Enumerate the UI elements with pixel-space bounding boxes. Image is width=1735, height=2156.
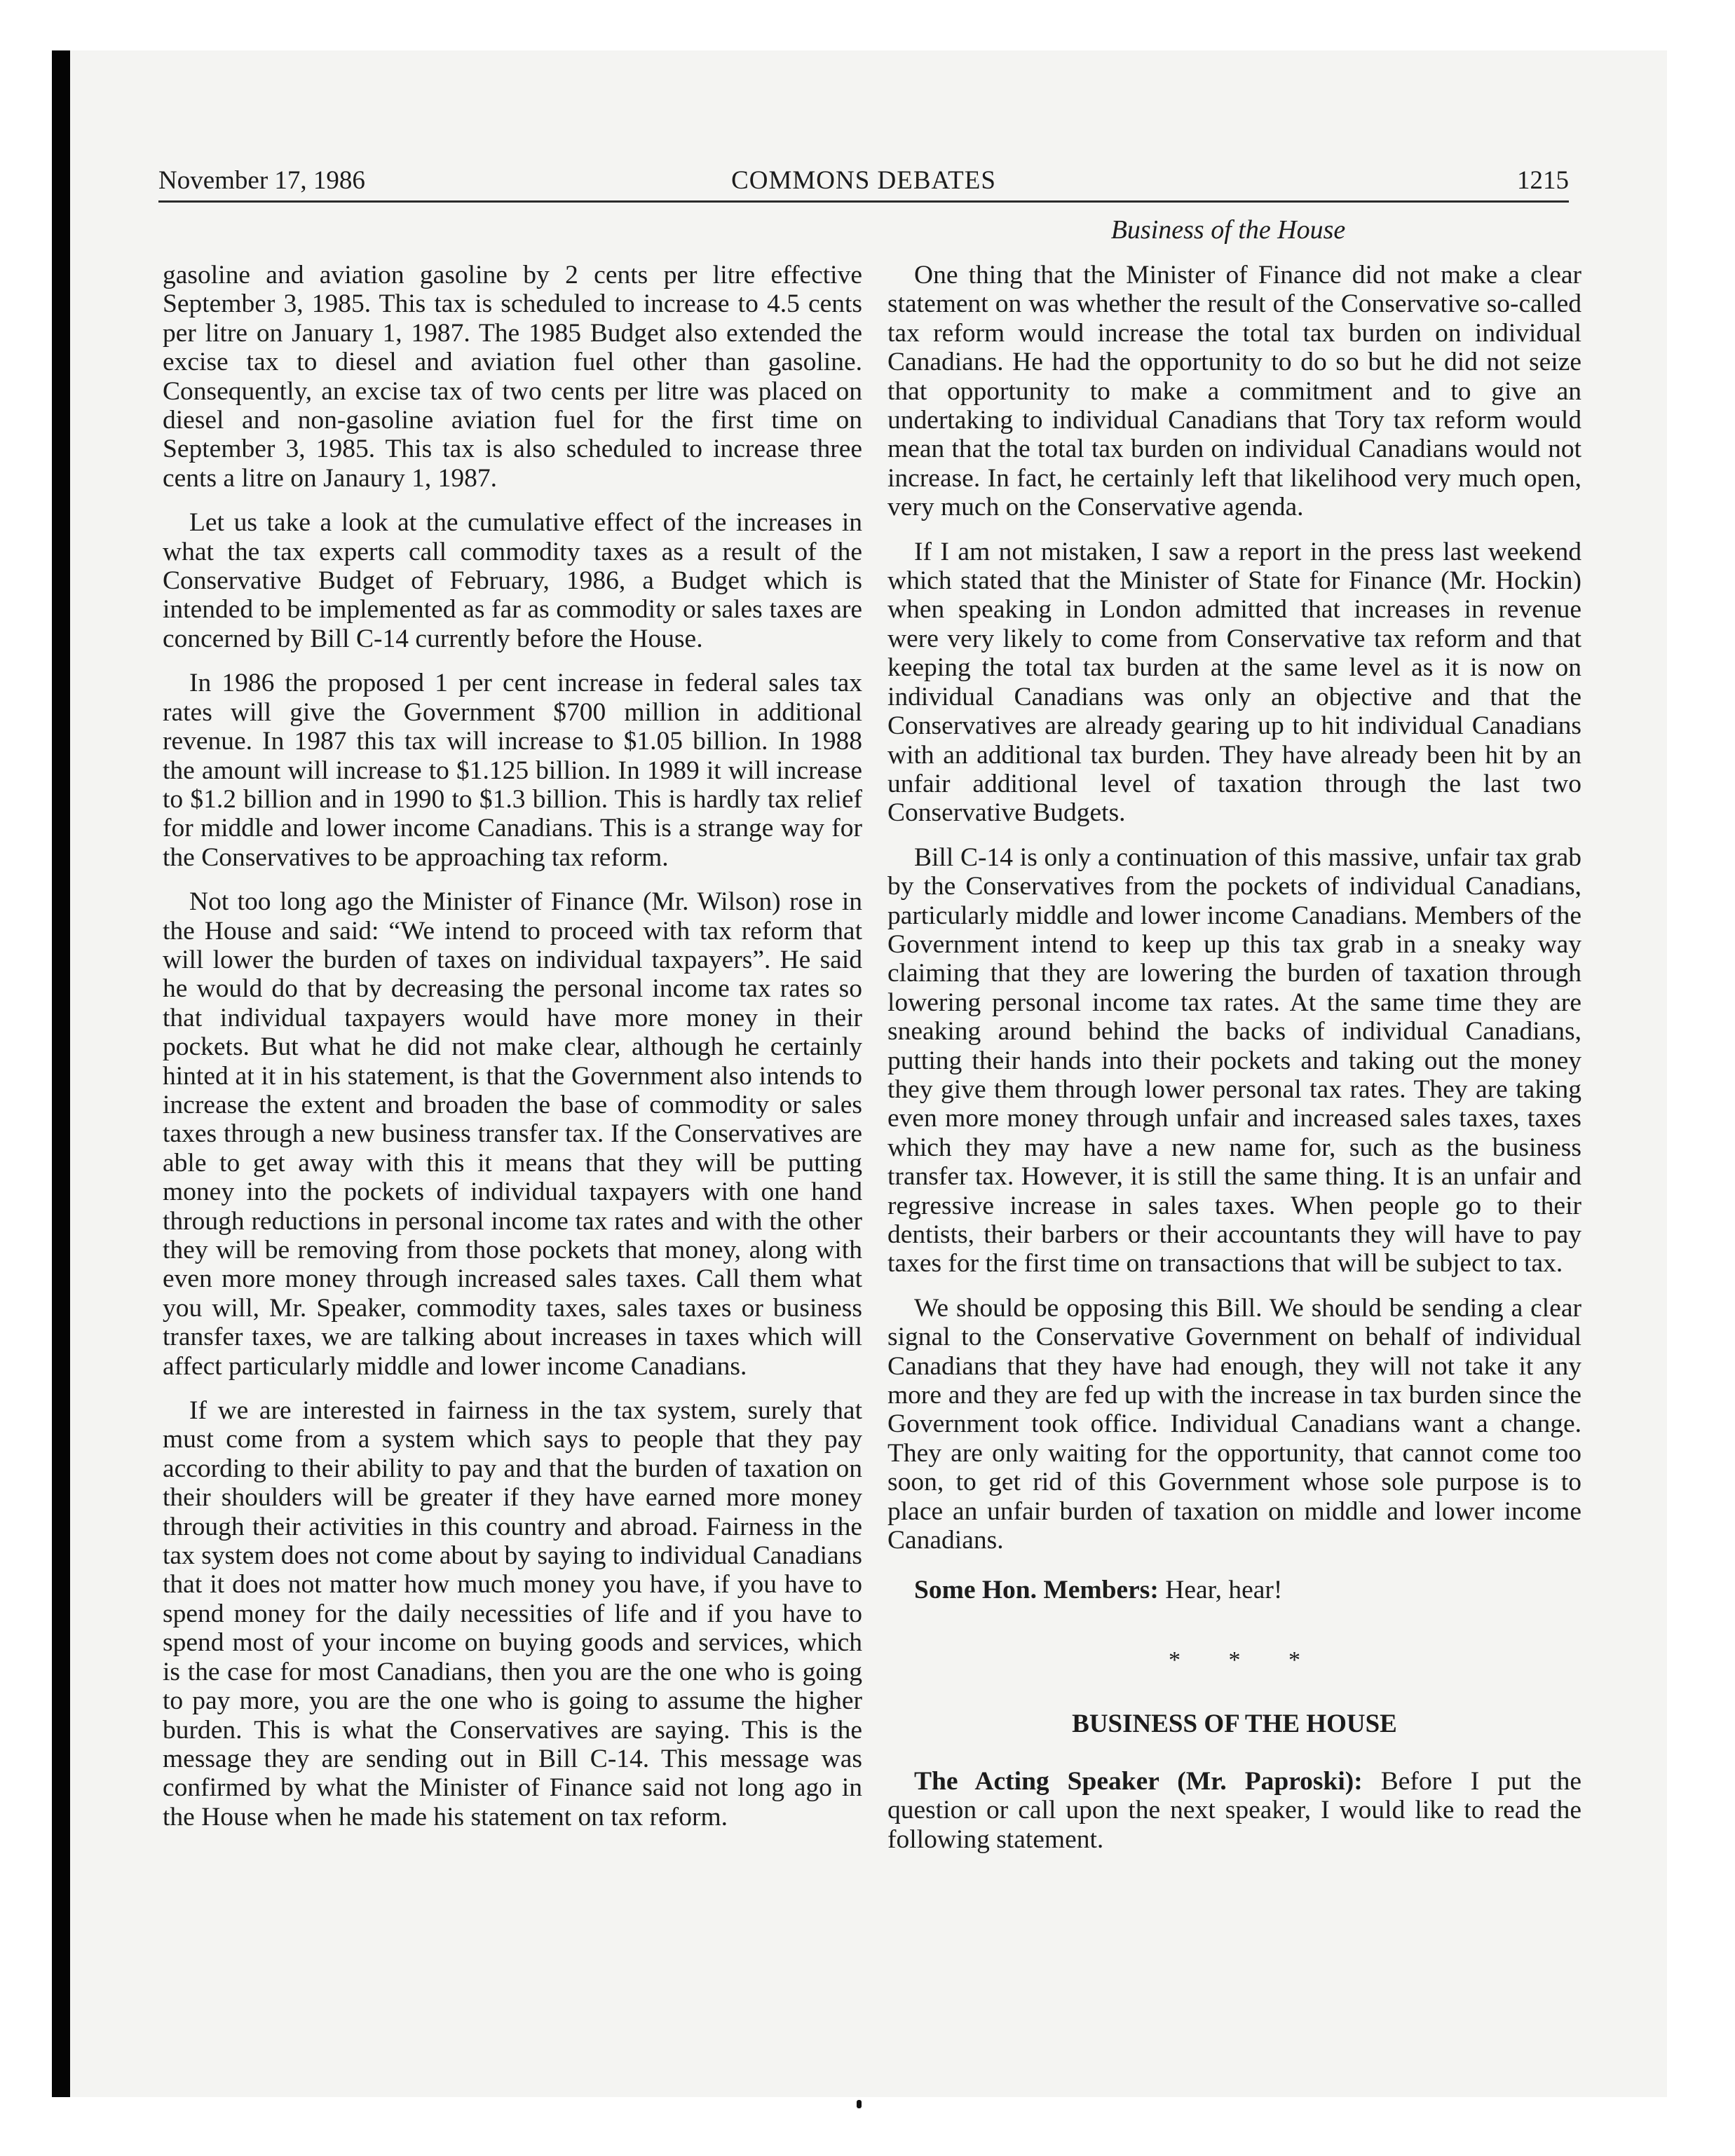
paragraph: If we are interested in fairness in the tax system, surely that must come from a system which says to people that they pay according to their ability to pay and that the burden of taxation on their shoulders will be greater if they have earned more money through their activities in this country and abroad. Fairness in the tax system does not come about by saying to individual Canadians that it does not matter how much money you have, if you have to spend money for the daily necessities of life and if you have to spend most of your income on buying goods and services, which is the case for most Canadians, then you are the one who is going to pay more, you are the one who is going to assume the higher burden. This is what the Conservatives are saying. This is the message they are sending out in Bill C-14. This message was confirmed by what the Minister of Finance said not long ago in the House when he made his statement on tax reform. [163,1396,862,1831]
paragraph: Let us take a look at the cumulative effect of the increases in what the tax experts call commodity taxes as a result of the Conservative Budget of February, 1986, a Budget which is intended to be implemented as far as commodity or sales taxes are concerned by Bill C-14 currently before the House. [163,508,862,653]
paragraph: If I am not mistaken, I saw a report in the press last weekend which stated that the Minister of State for Finance (Mr. Hockin) when speaking in London admitted that increases in revenue were very likely to come from Conservative tax reform and that keeping the total tax burden at the same level as it is now on individual Canadians was only an objective and that the Conservatives are already gearing up to hit individual Canadians with an additional tax burden. They have already been hit by an unfair additional level of taxation through the last two Conservative Budgets. [887,537,1581,828]
left-column [163,261,862,1847]
paragraph: Not too long ago the Minister of Finance (Mr. Wilson) rose in the House and said: “We intend to proceed with tax reform that will lower the burden of taxes on individual taxpayers”. He said he would do that by decreasing the personal income tax rates so that individual taxpayers would have more money in their pockets. But what he did not make clear, although he certainly hinted at it in his statement, is that the Government also intends to increase the extent and broaden the base of commodity or sales taxes through a new business transfer tax. If the Conservatives are able to get away with this it means that they will be putting money into the pockets of individual taxpayers with one hand through reductions in personal income tax rates and with the other they will be removing from those pockets that money, along with even more money through increased sales taxes. Call them what you will, Mr. Speaker, commodity taxes, sales taxes or business transfer taxes, we are talking about increases in taxes which will affect particularly middle and lower income Canadians. [163,887,862,1381]
header-date: November 17, 1986 [158,166,365,195]
paragraph: gasoline and aviation gasoline by 2 cents per litre effective September 3, 1985. This tax is scheduled to increase to 4.5 cents per litre on January 1, 1987. The 1985 Budget also extended the excise tax to diesel and aviation fuel other than gasoline. Consequently, an excise tax of two cents per litre was placed on diesel and non-gasoline aviation fuel for the first time on September 3, 1985. This tax is also scheduled to increase three cents a litre on Janaury 1, 1987. [163,261,862,493]
interjection-text: Hear, hear! [1158,1576,1283,1605]
scan-edge [52,50,70,2097]
speaker-name: The Acting Speaker (Mr. Paproski): [914,1766,1363,1796]
section-heading: BUSINESS OF THE HOUSE [1072,1710,1397,1739]
paragraph: In 1986 the proposed 1 per cent increase in federal sales tax rates will give the Government $700 million in additional revenue. In 1987 this tax will increase to $1.05 billion. In 1988 the amount will increase to $1.125 billion. In 1989 it will increase to $1.2 billion and in 1990 to $1.3 billion. This is hardly tax relief for middle and lower income Canadians. This is a strange way for the Conservatives to be approaching tax reform. [163,669,862,872]
paragraph: One thing that the Minister of Finance did not make a clear statement on was whether the result of the Conservative so-called tax reform would increase the total tax burden on individual Canadians. He had the opportunity to do so but he did not seize that opportunity to make a commitment and to give an undertaking to individual Canadians that Tory tax reform would mean that the total tax burden on individual Canadians would not increase. In fact, he certainly left that likelihood very much open, very much on the Conservative agenda. [887,261,1581,522]
scan-speck [857,2100,862,2108]
speaker-statement [887,1767,1581,1854]
paragraph: We should be opposing this Bill. We should be sending a clear signal to the Conservative Government on behalf of individual Canadians that they have had enough, they will not take it any more and they are fed up with the increase in tax burden since the Government took office. Individual Canadians want a change. They are only waiting for the opportunity, that cannot come too soon, to get rid of this Government whose sole purpose is to place an unfair burden of taxation on middle and lower income Canadians. [887,1293,1581,1555]
interjection [887,1576,1581,1604]
statement-text: Before I put the question or call upon the next speaker, I would like to read the following statement. [887,1766,1581,1854]
page-header [158,163,1569,203]
paragraph: Bill C-14 is only a continuation of this massive, unfair tax grab by the Conservatives from the pockets of individual Canadians, particularly middle and lower income Canadians. Members of the Government intend to keep up this tax grab in a sneaky way claiming that they are lowering the burden of taxation through lowering personal income tax rates. At the same time they are sneaking around behind the backs of individual Canadians, putting their hands into their pockets and taking out the money they give them through lower personal tax rates. They are taking even more money through unfair and increased sales taxes, taxes which they may have a new name for, such as the business transfer tax. However, it is still the same thing. It is an unfair and regressive increase in sales taxes. When people go to their dentists, their barbers or their accountants they will have to pay taxes for the first time on transactions that will be subject to tax. [887,842,1581,1278]
page-number: 1215 [1517,166,1569,195]
section-separator: * * * [1169,1646,1321,1673]
running-head: Business of the House [1110,215,1346,245]
header-title: COMMONS DEBATES [731,166,996,195]
speaker-name: Some Hon. Members: [914,1576,1159,1605]
right-column [887,261,1581,1869]
